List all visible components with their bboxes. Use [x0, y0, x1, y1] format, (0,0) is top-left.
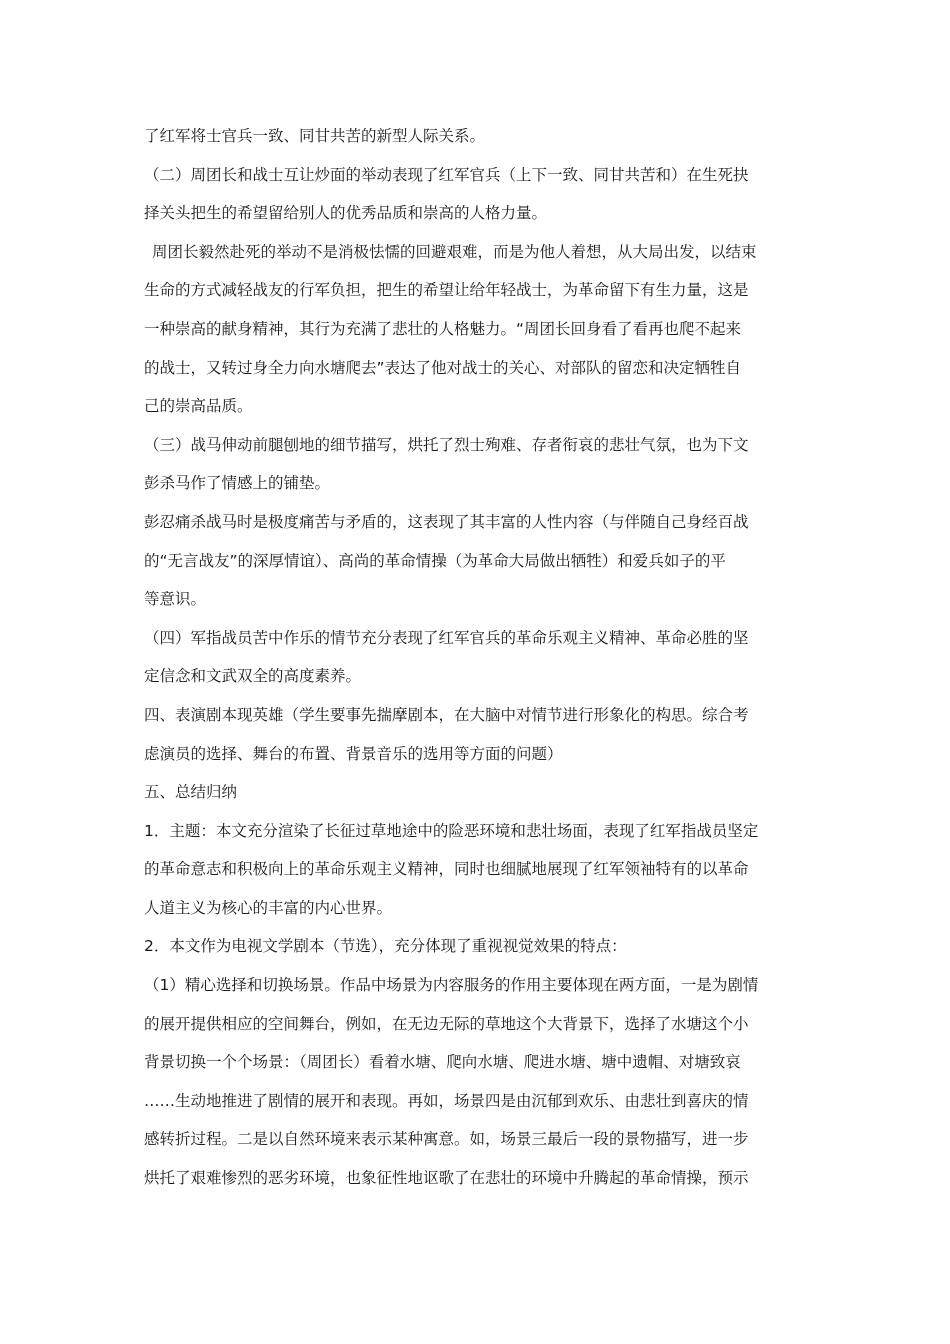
document-body [144, 117, 810, 1198]
text-line: 择关头把生的希望留给别人的优秀品质和崇高的人格力量。 [144, 204, 548, 223]
text-line: 一种崇高的献身精神，其行为充满了悲壮的人格魅力。“周团长回身看了看再也爬不起来 [144, 319, 742, 338]
text-line: 周团长毅然赴死的举动不是消极怯懦的回避艰难，而是为他人着想，从大局出发，以结束 [152, 242, 757, 261]
text-line: 生命的方式减轻战友的行军负担，把生的希望让给年轻战士，为革命留下有生力量，这是 [144, 281, 749, 300]
text-line: ……生动地推进了剧情的展开和表现。再如，场景四是由沉郁到欢乐、由悲壮到喜庆的情 [144, 1091, 749, 1110]
text-line: 虑演员的选择、舞台的布置、背景音乐的选用等方面的问题） [144, 744, 563, 763]
text-line: 的革命意志和积极向上的革命乐观主义精神，同时也细腻地展现了红军领袖特有的以革命 [144, 860, 749, 879]
text-line: 背景切换一个个场景：（周团长）看着水塘、爬向水塘、爬进水塘、塘中遗帽、对塘致哀 [144, 1053, 741, 1072]
text-line: （1）精心选择和切换场景。作品中场景为内容服务的作用主要体现在两方面，一是为剧情 [144, 976, 759, 995]
text-line: 的展开提供相应的空间舞台，例如，在无边无际的草地这个大背景下，选择了水塘这个小 [144, 1014, 749, 1033]
text-line: （二）周团长和战士互让炒面的举动表现了红军官兵（上下一致、同甘共苦和）在生死抉 [144, 165, 749, 184]
section-heading: 五、总结归纳 [144, 783, 238, 802]
text-line: 1．主题：本文充分渲染了长征过草地途中的险恶环境和悲壮场面，表现了红军指战员坚定 [144, 821, 759, 840]
text-line: 彭杀马作了情感上的铺垫。 [144, 474, 331, 493]
text-line: 四、表演剧本现英雄（学生要事先揣摩剧本，在大脑中对情节进行形象化的构思。综合考 [144, 705, 749, 724]
text-line: 了红军将士官兵一致、同甘共苦的新型人际关系。 [144, 127, 486, 145]
text-line: 的“无言战友”的深厚情谊）、高尚的革命情操（为革命大局做出牺牲）和爱兵如子的平 [144, 551, 726, 570]
text-line: （三）战马伸动前腿刨地的细节描写，烘托了烈士殉难、存者衔哀的悲壮气氛，也为下文 [144, 435, 749, 454]
text-line: 己的崇高品质。 [144, 397, 253, 416]
text-line: 人道主义为核心的丰富的内心世界。 [144, 898, 393, 917]
text-line: 感转折过程。二是以自然环境来表示某种寓意。如，场景三最后一段的景物描写，进一步 [144, 1130, 749, 1149]
text-line: （四）军指战员苦中作乐的情节充分表现了红军官兵的革命乐观主义精神、革命必胜的坚 [144, 628, 749, 647]
text-line: 定信念和文武双全的高度素养。 [144, 667, 362, 686]
text-line: 等意识。 [144, 590, 207, 609]
text-line: 2．本文作为电视文学剧本（节选），充分体现了重视视觉效果的特点： [144, 937, 627, 956]
text-line: 烘托了艰难惨烈的恶劣环境，也象征性地讴歌了在悲壮的环境中升腾起的革命情操，预示 [144, 1169, 749, 1188]
text-line: 的战士，又转过身全力向水塘爬去”表达了他对战士的关心、对部队的留恋和决定牺牲自 [144, 358, 742, 377]
text-line: 彭忍痛杀战马时是极度痛苦与矛盾的，这表现了其丰富的人性内容（与伴随自己身经百战 [144, 512, 749, 531]
